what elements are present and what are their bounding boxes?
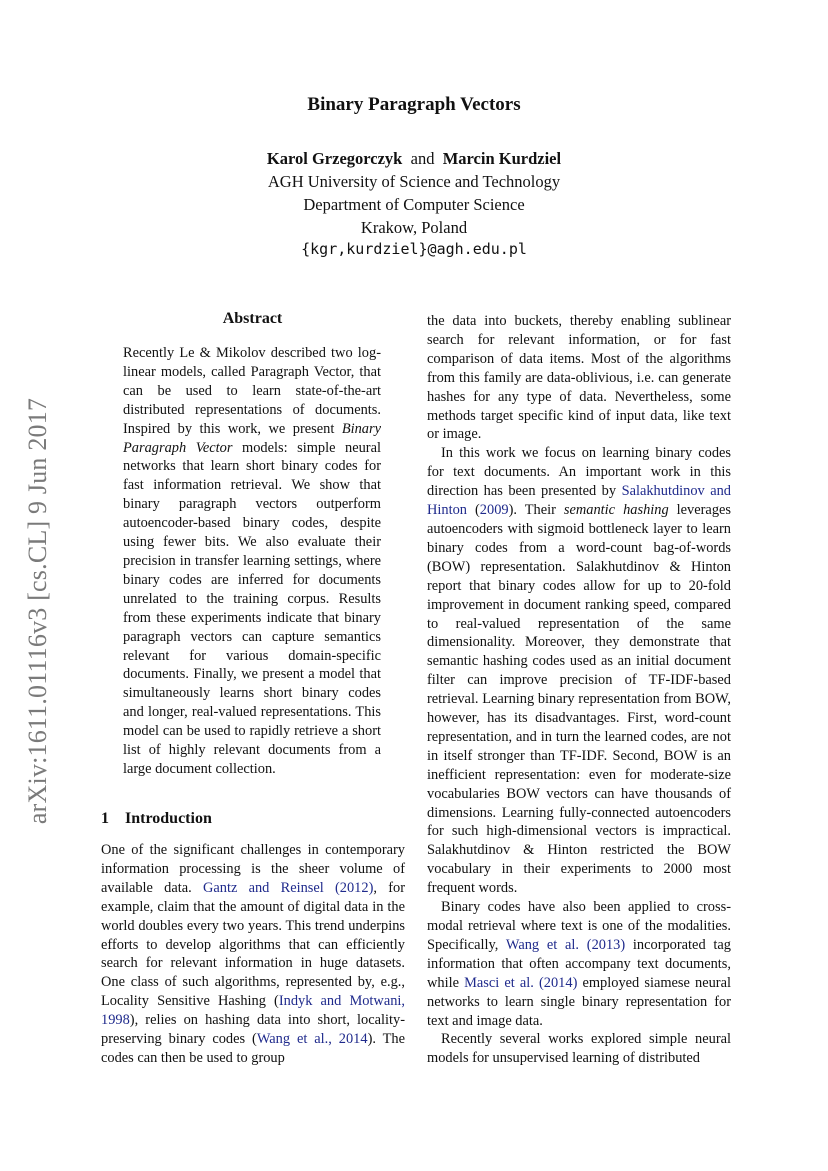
paragraph-text: , for example, claim that the amount of digital data in the world doubles every two years. This trend underpins efforts to develop algorithms that can efficiently search for relevant information in huge datasets. One class of such algorithms, represented by, e.g., Locality Sensitive Hashing ( xyxy=(101,879,405,1010)
paragraph-text: incorporated tag information that often accompany text documents, while xyxy=(427,936,731,991)
arxiv-sidebar xyxy=(18,378,58,843)
citation-link[interactable]: Salakhutdinov and Hinton xyxy=(427,483,732,519)
abstract-text: models: simple neural networks that learn short binary codes for fast information retrieval. We show that binary paragraph vectors outperform autoencoder-based binary codes, despite using fewer bits. We also evaluate their precision in transfer learning settings, where binary codes are inferred for documents unrelated to the training corpus. Results from these experiments indicate that binary paragraph vectors can capture semantics relevant for various domain-specific documents. Finally, we present a model that simultaneously learns short binary codes and longer, real-valued representations. This model can be used to rapidly retrieve a short list of highly relevant documents from a large document collection. xyxy=(123,439,381,777)
paragraph-text: ( xyxy=(466,502,480,519)
author-line xyxy=(0,149,828,169)
affiliation-location: Krakow, Poland xyxy=(360,218,468,237)
section-title: Introduction xyxy=(125,810,212,827)
paragraph: Recently several works explored simple neural models for unsupervised learning of distributed xyxy=(427,1031,731,1067)
citation-link[interactable]: Gantz and Reinsel (2012) xyxy=(202,879,374,896)
arxiv-identifier: arXiv:1611.01116v3 [cs.CL] 9 Jun 2017 xyxy=(23,397,52,824)
citation-link[interactable]: Wang et al., 2014 xyxy=(256,1031,368,1048)
abstract-text: Recently Le & Mikolov described two log-linear models, called Paragraph Vector, that can be used to learn state-of-the-art distributed representations of documents. Inspired by this work, we present xyxy=(123,345,381,437)
author-1: Karol Grzegorczyk xyxy=(266,149,403,168)
paper-title: Binary Paragraph Vectors xyxy=(307,94,521,115)
abstract-emphasis: Binary Paragraph Vector xyxy=(123,420,381,456)
paragraph-text: ). Their xyxy=(508,502,564,519)
affiliation-department: Department of Computer Science xyxy=(303,195,525,214)
paragraph-text: One of the significant challenges in contemporary information processing is the sheer volume of available data. xyxy=(101,842,405,896)
author-2: Marcin Kurdziel xyxy=(442,149,562,168)
paragraph-text: ). The codes can then be used to group xyxy=(101,1031,406,1066)
paragraph-text: employed siamese neural networks to learn single binary representation for text and image data. xyxy=(427,974,731,1029)
author-conjunction: and xyxy=(410,149,435,168)
citation-link[interactable]: 2009 xyxy=(479,502,509,519)
paragraph-text: ), relies on hashing data into short, locality-preserving binary codes ( xyxy=(101,1012,405,1048)
citation-link[interactable]: Wang et al. (2013) xyxy=(505,936,626,953)
paragraph-text: leverages autoencoders with sigmoid bottleneck layer to learn binary codes from a word-count bag-of-words (BOW) representation. Salakhutdinov & Hinton report that binary codes allow for up to 20-fold improvement in document ranking speed, compared to real-valued representation of the same dimensionality. Moreover, they demonstrate that semantic hashing codes used as an initial document filter can improve precision of TF-IDF-based retrieval. Learning binary representation from BOW, however, has its disadvantages. First, word-count representation, and in turn the learned codes, are not in itself stronger than TF-IDF. Second, BOW is an inefficient representation: even for moderate-size vocabularies BOW vectors can have thousands of dimensions. Learning fully-connected autoencoders for such high-dimensional vectors is impractical. Salakhutdinov & Hinton restricted the BOW vocabulary in their experiments to 2000 most frequent words. xyxy=(427,502,731,897)
author-email: {kgr,kurdziel}@agh.edu.pl xyxy=(301,240,527,258)
affiliation-university: AGH University of Science and Technology xyxy=(267,172,561,191)
paragraph xyxy=(427,444,731,898)
abstract-body xyxy=(123,344,381,779)
right-column xyxy=(427,312,731,1068)
paragraph: the data into buckets, thereby enabling sublinear search for relevant information, or for fast comparison of data items. Most of the algorithms from this family are data-oblivious, i.e. can generate hashes for any type of data. Nevertheless, some methods target specific kind of input data, like text or image. xyxy=(427,313,731,443)
intro-paragraph xyxy=(101,841,405,1068)
paragraph-text: Binary codes have also been applied to cross-modal retrieval where text is one of the modalities. Specifically, xyxy=(427,899,731,953)
citation-link[interactable]: Indyk and Motwani, 1998 xyxy=(101,993,406,1029)
citation-link[interactable]: Masci et al. (2014) xyxy=(464,974,578,991)
abstract-heading: Abstract xyxy=(222,310,283,327)
emphasis-text: semantic hashing xyxy=(563,502,669,519)
paragraph xyxy=(427,898,731,1030)
section-heading-introduction xyxy=(101,810,212,828)
paragraph-text: In this work we focus on learning binary codes for text documents. An important work in this direction has been presented by xyxy=(427,445,731,500)
section-number: 1 xyxy=(101,810,109,827)
